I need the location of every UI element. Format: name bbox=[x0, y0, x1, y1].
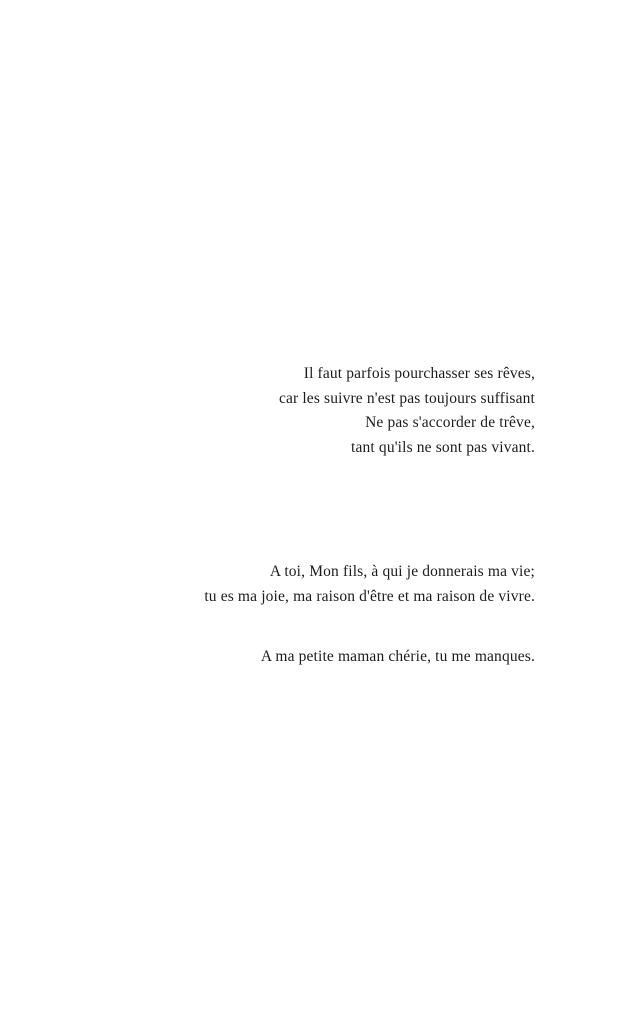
dedication-son-line-2: tu es ma joie, ma raison d'être et ma raison de vivre. bbox=[204, 587, 535, 605]
epigraph-line-2: car les suivre n'est pas toujours suffisant bbox=[278, 389, 535, 407]
dedication-block-son bbox=[0, 560, 640, 609]
epigraph-line-3: Ne pas s'accorder de trêve, bbox=[365, 414, 535, 432]
epigraph-block bbox=[0, 362, 640, 460]
dedication-block-mother bbox=[0, 645, 640, 670]
epigraph-line-4: tant qu'ils ne sont pas vivant. bbox=[351, 438, 535, 456]
dedication-son-line-1: A toi, Mon fils, à qui je donnerais ma vie; bbox=[269, 563, 535, 580]
dedication-mother-line-1: A ma petite maman chérie, tu me manques. bbox=[260, 648, 535, 665]
epigraph-line-1: Il faut parfois pourchasser ses rêves, bbox=[303, 365, 535, 382]
